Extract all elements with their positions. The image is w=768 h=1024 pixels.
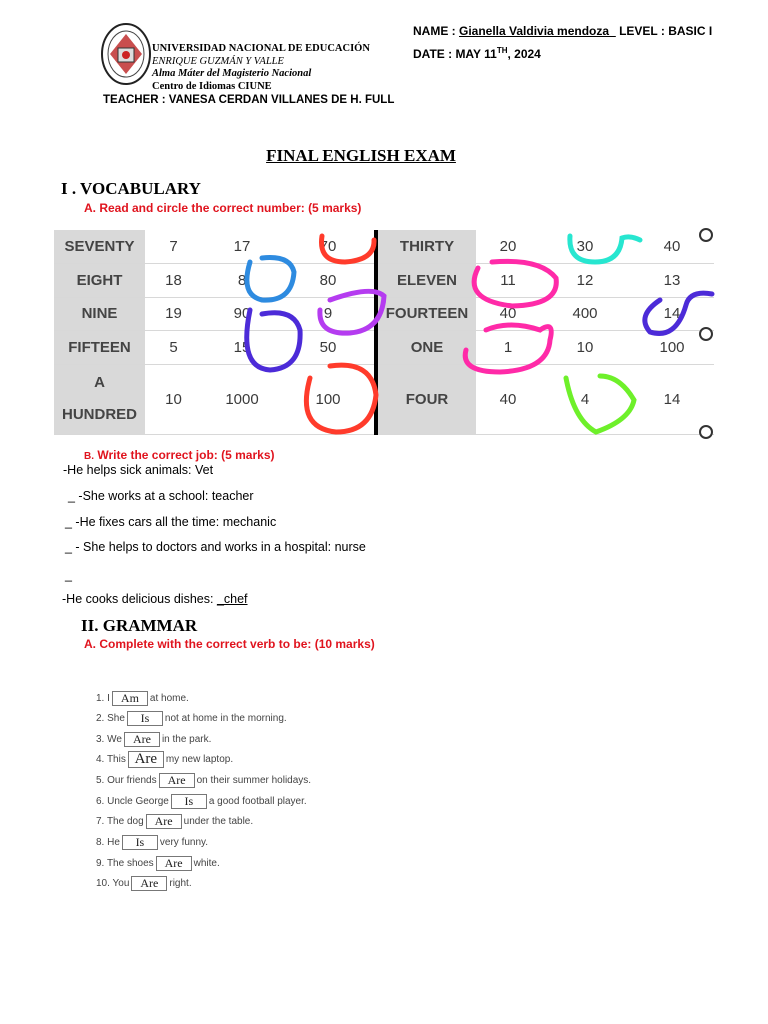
grammar-item	[96, 732, 211, 747]
word-cell: FOUR	[376, 364, 476, 434]
date-sup: TH	[496, 46, 508, 55]
answer-box[interactable]: Are	[131, 876, 167, 891]
job-line: _	[65, 568, 72, 582]
option-cell[interactable]: 30	[540, 230, 630, 263]
option-cell[interactable]: 100	[630, 330, 714, 364]
vocabulary-heading: I . VOCABULARY	[61, 179, 201, 198]
word-cell	[54, 364, 145, 434]
item-suffix: white.	[193, 858, 220, 870]
answer-box[interactable]: Am	[112, 691, 148, 706]
option-cell[interactable]: 40	[630, 230, 714, 263]
grammar-item	[96, 876, 192, 891]
motto: Alma Máter del Magisterio Nacional	[152, 68, 312, 79]
option-cell[interactable]: 40	[476, 297, 540, 330]
instruction-b-text: Write the correct job: (5 marks)	[94, 448, 275, 462]
university-seal	[100, 22, 152, 86]
option-cell[interactable]: 13	[630, 263, 714, 297]
option-cell[interactable]: 9	[282, 297, 376, 330]
word-cell: FOURTEEN	[376, 297, 476, 330]
answer-box[interactable]: Are	[128, 751, 164, 768]
item-prefix: 2. She	[96, 713, 125, 725]
option-cell[interactable]: 17	[202, 230, 282, 263]
table-row	[54, 230, 714, 263]
item-suffix: in the park.	[161, 734, 212, 746]
date-year: , 2024	[507, 47, 541, 61]
language-center: Centro de Idiomas CIUNE	[152, 80, 272, 92]
option-cell[interactable]: 4	[540, 364, 630, 434]
university-block	[152, 43, 370, 93]
number-table	[54, 230, 714, 434]
word-cell: ELEVEN	[376, 263, 476, 297]
table-row	[54, 364, 714, 434]
grammar-item	[96, 856, 220, 871]
word-line: HUNDRED	[62, 406, 137, 423]
word-cell: FIFTEEN	[54, 330, 145, 364]
level: LEVEL : BASIC I	[615, 24, 713, 38]
option-cell[interactable]: 90	[202, 297, 282, 330]
option-cell[interactable]: 8	[202, 263, 282, 297]
vocabulary-instruction-a: A. Read and circle the correct number: (5 marks)	[84, 201, 362, 215]
item-suffix: not at home in the morning.	[164, 713, 287, 725]
option-cell[interactable]: 100	[282, 364, 376, 434]
vocabulary-instruction-b	[84, 448, 275, 462]
table-row	[54, 330, 714, 364]
option-cell[interactable]: 1000	[202, 364, 282, 434]
item-suffix: at home.	[149, 693, 189, 705]
university-sub: ENRIQUE GUZMÁN Y VALLE	[152, 55, 284, 67]
item-suffix: under the table.	[183, 816, 254, 828]
option-cell[interactable]: 15	[202, 330, 282, 364]
item-suffix: right.	[169, 878, 192, 890]
answer-box[interactable]: Are	[159, 773, 195, 788]
item-prefix: 6. Uncle George	[96, 796, 169, 808]
option-cell[interactable]: 40	[476, 364, 540, 434]
answer-box[interactable]: Is	[122, 835, 158, 850]
job-answer[interactable]: _chef	[216, 592, 248, 606]
job-line: _ -She works at a school: teacher	[68, 489, 254, 503]
option-cell[interactable]: 80	[282, 263, 376, 297]
answer-box[interactable]: Is	[171, 794, 207, 809]
item-prefix: 8. He	[96, 837, 120, 849]
item-suffix: my new laptop.	[165, 754, 234, 766]
answer-box[interactable]: Are	[124, 732, 160, 747]
item-prefix: 10. You	[96, 878, 130, 890]
option-cell[interactable]: 50	[282, 330, 376, 364]
item-prefix: 9. The shoes	[96, 858, 154, 870]
word-cell: NINE	[54, 297, 145, 330]
answer-box[interactable]: Is	[127, 711, 163, 726]
option-cell[interactable]: 10	[145, 364, 202, 434]
answer-box[interactable]: Are	[156, 856, 192, 871]
option-cell[interactable]: 7	[145, 230, 202, 263]
item-prefix: 1. I	[96, 693, 110, 705]
instruction-b-letter: B.	[84, 451, 94, 462]
job-line: _ - She helps to doctors and works in a hospital: nurse	[65, 540, 366, 554]
student-name: Gianella Valdivia mendoza_	[459, 24, 616, 38]
option-cell[interactable]: 11	[476, 263, 540, 297]
item-suffix: on their summer holidays.	[196, 775, 312, 787]
exam-title: FINAL ENGLISH EXAM	[266, 146, 456, 165]
answer-box[interactable]: Are	[146, 814, 182, 829]
grammar-instruction-a: A. Complete with the correct verb to be: (10 marks)	[84, 637, 375, 651]
option-cell[interactable]: 14	[630, 297, 714, 330]
grammar-item	[96, 751, 233, 768]
university-name: UNIVERSIDAD NACIONAL DE EDUCACIÓN	[152, 43, 370, 54]
item-prefix: 5. Our friends	[96, 775, 157, 787]
item-suffix: a good football player.	[208, 796, 307, 808]
option-cell[interactable]: 1	[476, 330, 540, 364]
option-cell[interactable]: 5	[145, 330, 202, 364]
item-prefix: 7. The dog	[96, 816, 144, 828]
table-row	[54, 263, 714, 297]
grammar-item	[96, 814, 253, 829]
grammar-item	[96, 691, 189, 706]
option-cell[interactable]: 14	[630, 364, 714, 434]
name-label: NAME :	[413, 24, 459, 38]
grammar-item	[96, 773, 311, 788]
job-question: -He cooks delicious dishes:	[62, 592, 217, 606]
word-cell: SEVENTY	[54, 230, 145, 263]
item-prefix: 3. We	[96, 734, 122, 746]
option-cell[interactable]: 10	[540, 330, 630, 364]
teacher-line: TEACHER : VANESA CERDAN VILLANES DE H. FULL	[103, 94, 395, 106]
name-line	[413, 24, 712, 38]
job-line: _ -He fixes cars all the time: mechanic	[65, 515, 277, 529]
option-cell[interactable]: 400	[540, 297, 630, 330]
grammar-item	[96, 794, 307, 809]
word-line: A	[94, 374, 105, 391]
word-cell: EIGHT	[54, 263, 145, 297]
item-prefix: 4. This	[96, 754, 126, 766]
option-cell[interactable]: 20	[476, 230, 540, 263]
item-suffix: very funny.	[159, 837, 209, 849]
option-cell[interactable]: 12	[540, 263, 630, 297]
word-cell: THIRTY	[376, 230, 476, 263]
date-label: DATE : MAY 11	[413, 47, 497, 61]
option-cell[interactable]: 19	[145, 297, 202, 330]
option-cell[interactable]: 70	[282, 230, 376, 263]
option-cell[interactable]: 18	[145, 263, 202, 297]
grammar-item	[96, 711, 287, 726]
job-line: -He helps sick animals: Vet	[63, 463, 214, 477]
grammar-item	[96, 835, 208, 850]
table-row	[54, 297, 714, 330]
date-line	[413, 46, 541, 61]
word-cell: ONE	[376, 330, 476, 364]
job-line	[62, 592, 248, 606]
grammar-heading: II. GRAMMAR	[81, 616, 198, 635]
